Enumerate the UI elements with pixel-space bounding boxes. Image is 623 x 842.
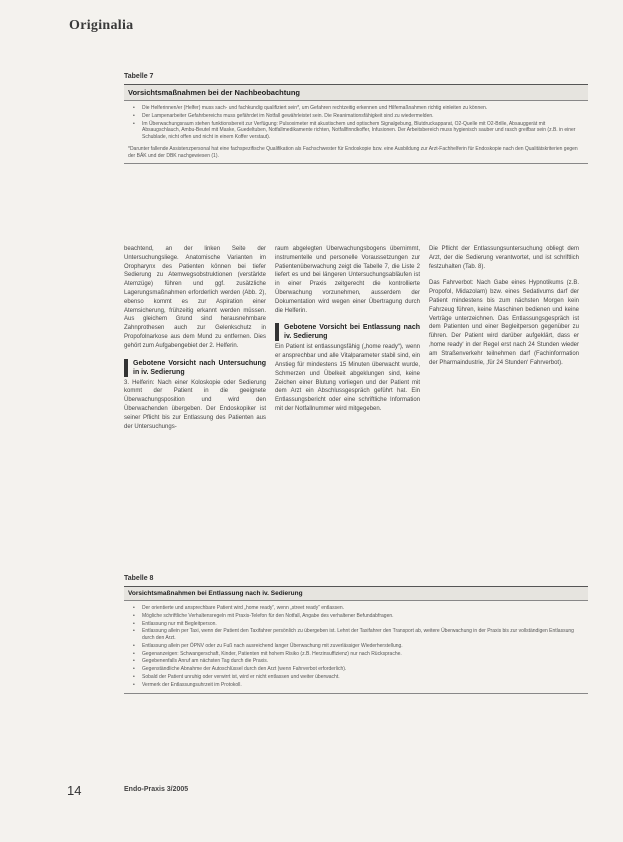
table8-item: • Vermerk der Entlassungsuhrzeit im Protokoll. (142, 682, 584, 689)
journal-name: Endo-Praxis 3/2005 (124, 786, 189, 793)
table7-item: • Die Helferinnen/er (Helfer) muss sach- und fachkundig qualifiziert sein*, um Gefahren rechtzeitig erkennen und Hilfemaßnahmen richtig einleiten zu können. (142, 105, 584, 112)
table7-footnote: *Darunter fallende Assistenzpersonal hat eine fachspezifische Qualifikation als Fachschwester für Endoskopie bzw. eine Ausbildung zur Arzt-Fachhelferin für Endoskopie nach den Qualitätskriterien gegen der BÄK und der DBK nachgewiesen (1). (124, 144, 588, 165)
table8-item: • Entlassung allein per ÖPNV oder zu Fuß nach ausreichend langer Überwachung mit zuverlässiger Wiederherstellung. (142, 643, 584, 650)
table7 (124, 84, 588, 164)
body-column-2 (275, 245, 420, 563)
table8-list (124, 601, 588, 694)
section-heading: Gebotene Vorsicht bei Entlassung nach iv. Sedierung (275, 323, 420, 341)
table8-item: • Gegebenenfalls Anruf am nächsten Tag durch die Praxis. (142, 658, 584, 665)
table8-label: Tabelle 8 (124, 575, 154, 582)
table8-item: • Entlassung allein per Taxi, wenn der Patient den Taxifahrer persönlich zu übergeben ist. Lehnt der Taxifahrer den Transport ab, weitere Überwachung in der Praxis bis zur vollständigen Entlassung durch den Arzt. (142, 628, 584, 642)
table8-item: • Gegenanzeigen: Schwangerschaft, Kinder, Patienten mit hohem Risiko (z.B. Herzinsuffizienz) nur nach Rücksprache. (142, 651, 584, 658)
table8-item: • Der orientierte und ansprechbare Patient wird „home ready“, wenn „street ready“ entlassen. (142, 605, 584, 612)
table8-title: Vorsichtsmaßnahmen bei Entlassung nach iv. Sedierung (124, 587, 588, 601)
table7-item: • Der Lampenarbeiter Gefahrbereichs muss gefährdet im Notfall gewährleistet sein. Die Reanimationsfähigkeit sind zu wiedermelden. (142, 113, 584, 120)
table8-item: • Gegenständliche Abnahme der Autoschlüssel durch den Arzt (wenn Fahrverbot erforderlich). (142, 666, 584, 673)
body-paragraph: Ein Patient ist entlassungsfähig („home ready“), wenn er ansprechbar und alle Vitalparameter stabil sind, ein Anstieg für mindestens 15 Minuten überwacht wurde, Schmerzen und Übelkeit abgeklungen sind, keine Zeichen einer Blutung vorliegen und der Patient mit dem Arzt ein Abschlussgespräch geführt hat. Ein Entlassungsbericht oder eine schriftliche Information mit der Notfallnummer wird mitgegeben. (275, 344, 420, 412)
body-paragraph: 3. Helferin: Nach einer Koloskopie oder Sedierung kommt der Patient in die geeignete Überwachungsposition und wird den Überwachenden übergeben. Der Endoskopiker ist seiner Pflicht bis zur Entlassung des Patienten aus der Untersuchungs- (124, 379, 266, 430)
table8-item: • Entlassung nur mit Begleitperson. (142, 621, 584, 628)
body-paragraph: Die Pflicht der Entlassungsuntersuchung obliegt dem Arzt, der die Sedierung verantwortet, und ist schriftlich festzuhalten (Tab. 8). (429, 246, 579, 270)
body-column-1 (124, 245, 266, 563)
body-paragraph: beachtend, an der linken Seite der Untersuchungsliege. Anatomische Varianten im Oropharynx des Patienten können bei tiefer Sedierung zu Atemwegsobstruktionen (verstärkte Atemzüge) führen und ggf. zusätzliche Lagerungsmaßnahmen erforderlich werden (Abb. 2), ebenso kommt es zur Aspiration einer Atemsicherung, frühzeitig erkannt werden müssen. Aus gleichem Grund sind herausnehmbare Zahnprothesen auch zur Gelenkschutz in Propofolnarkose aus dem Mund zu entfernen. Dies gehört zum Aufgabengebiet der 2. Helferin. (124, 246, 266, 349)
table8-item: • Mögliche schriftliche Verhaltensregeln mit Praxis-Telefon für den Notfall, Angabe des verhaltener Befundabfragen. (142, 613, 584, 620)
section-heading: Gebotene Vorsicht nach Untersuchung in iv. Sedierung (124, 359, 266, 377)
body-paragraph: raum abgelegten Überwachungsbogens übernimmt, instrumentelle und personelle Voraussetzungen zur Patientenüberwachung zeigt die Tabelle 7, die Liste 2 liefert es und bei längeren Untersuchungsabläufen ist in einer Praxis zeitgerecht die kontrollierte Überwachung vorzunehmen, ausserdem der Dokumentation wird wegen einer Übertragung durch die Helferin. (275, 246, 420, 314)
table7-item: • Im Überwachungsraum stehen funktionsbereit zur Verfügung: Pulsoximeter mit akustischem und optischem Signalgebung, Blutdruckapparat, O2-Quelle mit O2-Brille, Absauggerät mit Absaugschlauch, Ambu-Beutel mit Maske, Guedeltuben, Notfallmedikamente richten, Notfallfinndkoffer, Infusionen. Der Arbeitsbereich muss hygienisch sauber und rasch greifbar sein (z.B. in einer Schublade, nicht offen und nicht in einem Koffer verstaut). (142, 121, 584, 141)
body-column-3 (429, 245, 579, 563)
table7-list (124, 101, 588, 144)
table8 (124, 586, 588, 694)
table7-label: Tabelle 7 (124, 73, 154, 80)
page-number: 14 (67, 783, 82, 798)
body-paragraph: Das Fahrverbot: Nach Gabe eines Hypnotikums (z.B. Propofol, Midazolam) bzw. eines Sedativums darf der Patient mindestens bis zum nächsten Morgen kein Fahrzeug führen, keine Maschinen bedienen und keine Verträge unterzeichnen. Das Entlassungsgespräch ist dem Patienten und einer Begleitperson gegenüber zu führen. Der Patient wird darüber aufgeklärt, dass er ‚home ready‘ in der Regel erst nach 24 Stunden wieder am Straßenverkehr teilnehmen darf (Fachinformation der Pharmaindustrie, ‚für 24 Stunden‘ Fahrverbot). (429, 280, 579, 366)
table8-item: • Sobald der Patient unruhig oder verwirrt ist, wird er nicht entlassen und weiter überwacht. (142, 674, 584, 681)
section-label: Originalia (69, 18, 134, 33)
table7-title: Vorsichtsmaßnahmen bei der Nachbeobachtung (124, 85, 588, 101)
